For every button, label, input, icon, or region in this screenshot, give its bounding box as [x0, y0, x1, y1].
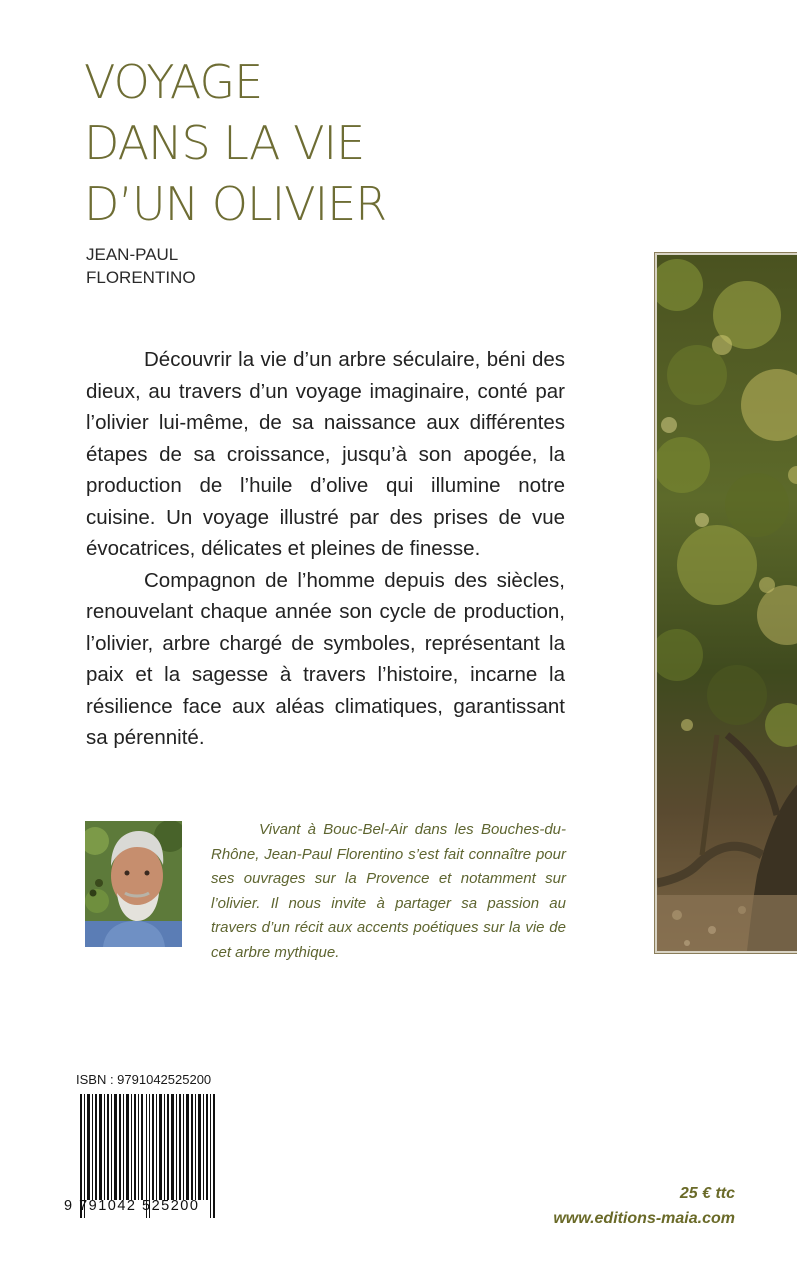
summary-text	[86, 344, 565, 754]
price: 25 € ttc	[679, 1185, 735, 1202]
publisher-website[interactable]: www.editions-maia.com	[553, 1210, 735, 1227]
olive-tree-photo	[655, 253, 797, 953]
isbn-label: ISBN : 9791042525200	[76, 1072, 212, 1087]
author-bio: Vivant à Bouc-Bel-Air dans les Bouches-du-Rhône, Jean-Paul Florentino s’est fait connaître pour ses ouvrages sur la Provence et notamment sur l’olivier. Il nous invite à partager sa passion au travers d’un récit aux accents poétiques sur la vie de cet arbre mythique.	[211, 821, 566, 961]
barcode-digits: 9 791042 525200	[64, 1198, 200, 1214]
author-name-line: FLORENTINO	[86, 268, 196, 287]
author-name	[86, 243, 196, 289]
book-title-line: DANS LA VIE	[84, 116, 365, 170]
book-title	[84, 52, 464, 235]
summary-paragraph: Découvrir la vie d’un arbre séculaire, béni des dieux, au travers d’un voyage imaginaire, conté par l’olivier lui-même, de sa naissance aux différentes étapes de sa croissance, jusqu’à son apogée, la production de l’huile d’olive qui illumine notre cuisine. Un voyage illustré par des prises de vue évocatrices, délicates et pleines de finesse.	[86, 348, 565, 560]
book-title-line: D’UN OLIVIER	[84, 177, 387, 231]
book-title-line: VOYAGE	[84, 55, 263, 109]
author-name-line: JEAN-PAUL	[86, 245, 179, 264]
summary-paragraph: Compagnon de l’homme depuis des siècles, renouvelant chaque année son cycle de production, l’olivier, arbre chargé de symboles, représentant la paix et la sagesse à travers l’histoire, incarne la résilience face aux aléas climatiques, garantissant sa pérennité.	[86, 568, 565, 749]
author-photo	[85, 821, 182, 947]
